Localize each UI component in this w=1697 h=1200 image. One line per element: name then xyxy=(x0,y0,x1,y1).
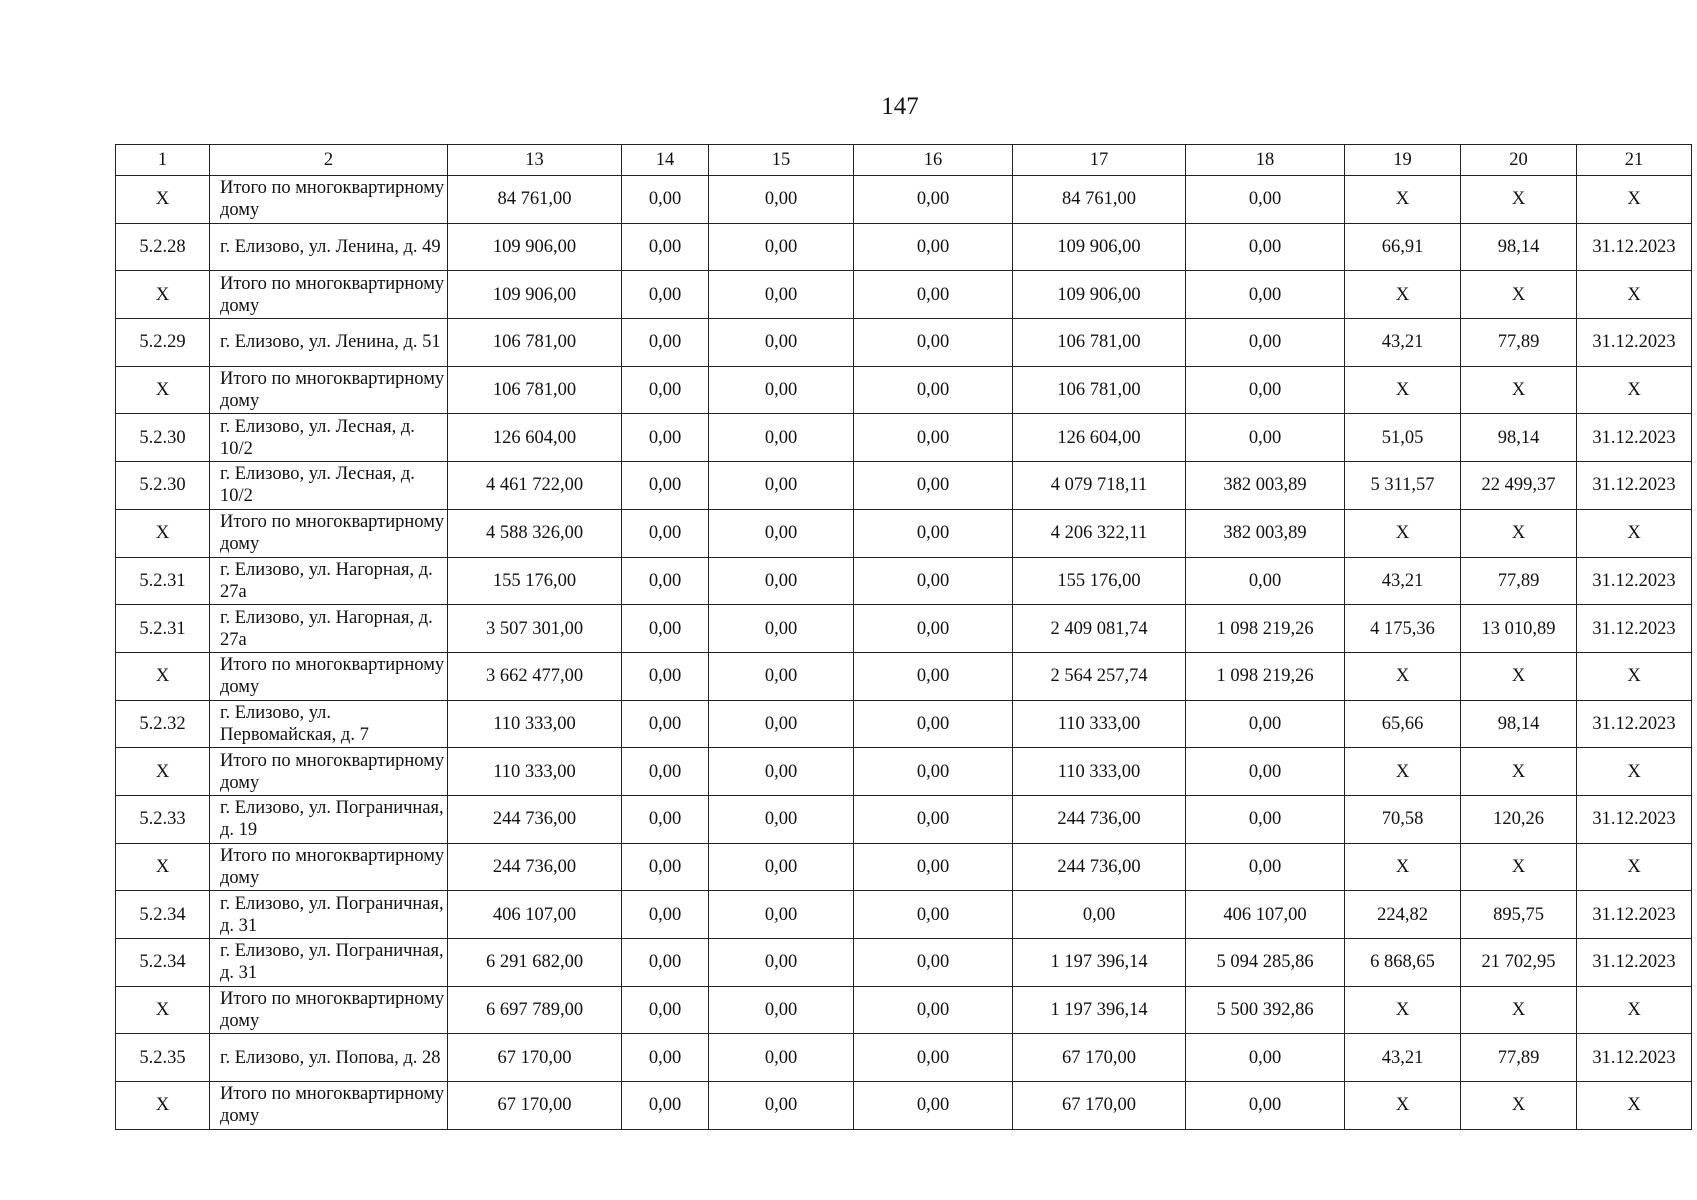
cell-col-18: 0,00 xyxy=(1186,557,1345,605)
cell-item-number: 5.2.35 xyxy=(116,1034,210,1082)
cell-col-18: 0,00 xyxy=(1186,795,1345,843)
cell-item-number: 5.2.34 xyxy=(116,891,210,939)
cell-col-18: 382 003,89 xyxy=(1186,462,1345,510)
cell-col-21: 31.12.2023 xyxy=(1577,557,1692,605)
cell-col-21: 31.12.2023 xyxy=(1577,1034,1692,1082)
cell-address: Итого по многоквартирному дому xyxy=(210,652,448,700)
cell-col-14: 0,00 xyxy=(622,1034,709,1082)
cell-col-20: 77,89 xyxy=(1461,557,1577,605)
cell-col-19: Х xyxy=(1345,366,1461,414)
table-row xyxy=(116,557,1692,605)
cell-col-19: 6 868,65 xyxy=(1345,939,1461,987)
cell-col-14: 0,00 xyxy=(622,319,709,367)
cell-col-21: 31.12.2023 xyxy=(1577,223,1692,271)
cell-col-14: 0,00 xyxy=(622,986,709,1034)
cell-col-20: Х xyxy=(1461,176,1577,224)
cell-col-20: 98,14 xyxy=(1461,223,1577,271)
cell-col-15: 0,00 xyxy=(709,986,854,1034)
cell-col-13: 6 291 682,00 xyxy=(448,939,622,987)
table-row xyxy=(116,939,1692,987)
cell-col-18: 0,00 xyxy=(1186,223,1345,271)
cell-item-number: 5.2.31 xyxy=(116,605,210,653)
cell-col-13: 4 588 326,00 xyxy=(448,509,622,557)
cell-col-15: 0,00 xyxy=(709,748,854,796)
cell-col-17: 67 170,00 xyxy=(1013,1034,1186,1082)
cell-col-13: 109 906,00 xyxy=(448,271,622,319)
cell-col-19: Х xyxy=(1345,176,1461,224)
cell-col-18: 0,00 xyxy=(1186,1034,1345,1082)
cell-col-18: 0,00 xyxy=(1186,700,1345,748)
cell-col-13: 6 697 789,00 xyxy=(448,986,622,1034)
cell-col-21: 31.12.2023 xyxy=(1577,414,1692,462)
cell-col-13: 106 781,00 xyxy=(448,319,622,367)
cell-col-19: 65,66 xyxy=(1345,700,1461,748)
cell-col-19: 43,21 xyxy=(1345,319,1461,367)
cell-col-21: Х xyxy=(1577,271,1692,319)
cell-col-20: 77,89 xyxy=(1461,1034,1577,1082)
table-row xyxy=(116,986,1692,1034)
cell-col-14: 0,00 xyxy=(622,795,709,843)
cell-address: г. Елизово, ул. Пограничная, д. 19 xyxy=(210,795,448,843)
cell-col-13: 109 906,00 xyxy=(448,223,622,271)
cell-col-15: 0,00 xyxy=(709,414,854,462)
cell-address: г. Елизово, ул. Нагорная, д. 27а xyxy=(210,605,448,653)
cell-col-13: 155 176,00 xyxy=(448,557,622,605)
cell-col-14: 0,00 xyxy=(622,652,709,700)
column-header: 1 xyxy=(116,145,210,176)
cell-col-20: Х xyxy=(1461,1082,1577,1130)
cell-col-13: 110 333,00 xyxy=(448,748,622,796)
cell-col-15: 0,00 xyxy=(709,1034,854,1082)
column-header: 16 xyxy=(854,145,1013,176)
cell-col-16: 0,00 xyxy=(854,319,1013,367)
table-body xyxy=(116,145,1692,1130)
cell-col-19: Х xyxy=(1345,986,1461,1034)
cell-col-20: Х xyxy=(1461,652,1577,700)
cell-col-20: 77,89 xyxy=(1461,319,1577,367)
cell-address: г. Елизово, ул. Ленина, д. 51 xyxy=(210,319,448,367)
cell-item-number: 5.2.32 xyxy=(116,700,210,748)
header-row xyxy=(116,145,1692,176)
table-row xyxy=(116,176,1692,224)
cell-col-15: 0,00 xyxy=(709,795,854,843)
cell-col-14: 0,00 xyxy=(622,700,709,748)
cell-item-number: Х xyxy=(116,843,210,891)
cell-col-18: 0,00 xyxy=(1186,319,1345,367)
cell-address: Итого по многоквартирному дому xyxy=(210,748,448,796)
cell-col-20: 98,14 xyxy=(1461,700,1577,748)
cell-col-18: 0,00 xyxy=(1186,1082,1345,1130)
cell-item-number: 5.2.31 xyxy=(116,557,210,605)
cell-col-14: 0,00 xyxy=(622,605,709,653)
cell-item-number: 5.2.34 xyxy=(116,939,210,987)
column-header: 21 xyxy=(1577,145,1692,176)
cell-col-13: 110 333,00 xyxy=(448,700,622,748)
column-header: 2 xyxy=(210,145,448,176)
cell-col-19: 224,82 xyxy=(1345,891,1461,939)
cell-col-19: Х xyxy=(1345,843,1461,891)
cell-col-16: 0,00 xyxy=(854,271,1013,319)
column-header: 15 xyxy=(709,145,854,176)
cell-col-21: Х xyxy=(1577,843,1692,891)
cell-col-16: 0,00 xyxy=(854,1082,1013,1130)
cell-col-19: 43,21 xyxy=(1345,557,1461,605)
cell-col-18: 5 500 392,86 xyxy=(1186,986,1345,1034)
table-row xyxy=(116,748,1692,796)
cell-col-17: 110 333,00 xyxy=(1013,748,1186,796)
cell-col-20: 895,75 xyxy=(1461,891,1577,939)
cell-item-number: Х xyxy=(116,176,210,224)
cell-col-17: 84 761,00 xyxy=(1013,176,1186,224)
cell-col-18: 1 098 219,26 xyxy=(1186,605,1345,653)
cell-address: г. Елизово, ул. Лесная, д. 10/2 xyxy=(210,414,448,462)
cell-col-20: 21 702,95 xyxy=(1461,939,1577,987)
cell-col-16: 0,00 xyxy=(854,700,1013,748)
cell-col-21: 31.12.2023 xyxy=(1577,700,1692,748)
cell-col-14: 0,00 xyxy=(622,843,709,891)
cell-col-16: 0,00 xyxy=(854,176,1013,224)
cell-col-15: 0,00 xyxy=(709,891,854,939)
cell-col-14: 0,00 xyxy=(622,509,709,557)
cell-col-20: 120,26 xyxy=(1461,795,1577,843)
cell-col-17: 2 564 257,74 xyxy=(1013,652,1186,700)
page-number: 147 xyxy=(881,93,919,120)
cell-col-16: 0,00 xyxy=(854,557,1013,605)
cell-col-21: Х xyxy=(1577,652,1692,700)
cell-item-number: Х xyxy=(116,748,210,796)
cell-col-19: Х xyxy=(1345,652,1461,700)
cell-col-16: 0,00 xyxy=(854,795,1013,843)
cell-col-21: 31.12.2023 xyxy=(1577,795,1692,843)
cell-col-15: 0,00 xyxy=(709,223,854,271)
cell-address: Итого по многоквартирному дому xyxy=(210,366,448,414)
cell-col-20: Х xyxy=(1461,271,1577,319)
cell-col-16: 0,00 xyxy=(854,414,1013,462)
cell-col-15: 0,00 xyxy=(709,366,854,414)
table-row xyxy=(116,366,1692,414)
cell-col-19: Х xyxy=(1345,748,1461,796)
cell-col-13: 67 170,00 xyxy=(448,1034,622,1082)
cell-col-17: 126 604,00 xyxy=(1013,414,1186,462)
cell-col-18: 0,00 xyxy=(1186,176,1345,224)
cell-item-number: Х xyxy=(116,652,210,700)
cell-col-15: 0,00 xyxy=(709,652,854,700)
cell-col-19: 43,21 xyxy=(1345,1034,1461,1082)
cell-col-20: Х xyxy=(1461,748,1577,796)
cell-col-18: 0,00 xyxy=(1186,271,1345,319)
column-header: 17 xyxy=(1013,145,1186,176)
cell-item-number: Х xyxy=(116,986,210,1034)
column-header: 14 xyxy=(622,145,709,176)
table-row xyxy=(116,509,1692,557)
cell-col-14: 0,00 xyxy=(622,557,709,605)
table-row xyxy=(116,652,1692,700)
cell-col-15: 0,00 xyxy=(709,700,854,748)
cell-col-17: 109 906,00 xyxy=(1013,271,1186,319)
cell-col-17: 4 206 322,11 xyxy=(1013,509,1186,557)
column-header: 20 xyxy=(1461,145,1577,176)
cell-col-15: 0,00 xyxy=(709,1082,854,1130)
cell-col-14: 0,00 xyxy=(622,939,709,987)
cell-col-21: Х xyxy=(1577,509,1692,557)
cell-col-14: 0,00 xyxy=(622,176,709,224)
cell-col-19: 5 311,57 xyxy=(1345,462,1461,510)
cell-item-number: 5.2.30 xyxy=(116,462,210,510)
data-table xyxy=(115,144,1692,1130)
table-row xyxy=(116,319,1692,367)
cell-col-19: 4 175,36 xyxy=(1345,605,1461,653)
cell-col-14: 0,00 xyxy=(622,891,709,939)
cell-item-number: Х xyxy=(116,1082,210,1130)
cell-col-17: 1 197 396,14 xyxy=(1013,986,1186,1034)
table-row xyxy=(116,605,1692,653)
cell-col-21: Х xyxy=(1577,176,1692,224)
cell-col-21: 31.12.2023 xyxy=(1577,939,1692,987)
cell-col-21: Х xyxy=(1577,986,1692,1034)
table-row xyxy=(116,891,1692,939)
cell-col-17: 4 079 718,11 xyxy=(1013,462,1186,510)
cell-col-14: 0,00 xyxy=(622,1082,709,1130)
cell-col-18: 382 003,89 xyxy=(1186,509,1345,557)
cell-col-18: 0,00 xyxy=(1186,748,1345,796)
cell-col-17: 244 736,00 xyxy=(1013,843,1186,891)
cell-address: г. Елизово, ул. Нагорная, д. 27а xyxy=(210,557,448,605)
cell-item-number: Х xyxy=(116,271,210,319)
table-row xyxy=(116,223,1692,271)
cell-col-17: 109 906,00 xyxy=(1013,223,1186,271)
cell-col-13: 126 604,00 xyxy=(448,414,622,462)
cell-col-21: Х xyxy=(1577,1082,1692,1130)
cell-col-14: 0,00 xyxy=(622,748,709,796)
cell-col-20: 13 010,89 xyxy=(1461,605,1577,653)
cell-col-19: 51,05 xyxy=(1345,414,1461,462)
cell-address: г. Елизово, ул. Пограничная, д. 31 xyxy=(210,939,448,987)
column-header: 19 xyxy=(1345,145,1461,176)
cell-col-14: 0,00 xyxy=(622,414,709,462)
cell-col-19: Х xyxy=(1345,509,1461,557)
cell-col-13: 244 736,00 xyxy=(448,795,622,843)
cell-address: Итого по многоквартирному дому xyxy=(210,509,448,557)
cell-col-13: 3 507 301,00 xyxy=(448,605,622,653)
table-row xyxy=(116,462,1692,510)
cell-address: Итого по многоквартирному дому xyxy=(210,271,448,319)
cell-col-13: 84 761,00 xyxy=(448,176,622,224)
cell-address: Итого по многоквартирному дому xyxy=(210,176,448,224)
cell-col-17: 0,00 xyxy=(1013,891,1186,939)
cell-col-19: 70,58 xyxy=(1345,795,1461,843)
column-header: 18 xyxy=(1186,145,1345,176)
cell-col-20: Х xyxy=(1461,366,1577,414)
table-row xyxy=(116,843,1692,891)
cell-col-21: Х xyxy=(1577,366,1692,414)
cell-col-17: 106 781,00 xyxy=(1013,366,1186,414)
cell-col-16: 0,00 xyxy=(854,891,1013,939)
cell-address: г. Елизово, ул. Лесная, д. 10/2 xyxy=(210,462,448,510)
cell-col-21: 31.12.2023 xyxy=(1577,319,1692,367)
cell-col-15: 0,00 xyxy=(709,509,854,557)
table-row xyxy=(116,414,1692,462)
cell-item-number: Х xyxy=(116,509,210,557)
cell-item-number: 5.2.33 xyxy=(116,795,210,843)
cell-col-15: 0,00 xyxy=(709,605,854,653)
cell-col-16: 0,00 xyxy=(854,462,1013,510)
cell-col-21: 31.12.2023 xyxy=(1577,462,1692,510)
cell-address: Итого по многоквартирному дому xyxy=(210,843,448,891)
table-row xyxy=(116,795,1692,843)
cell-col-16: 0,00 xyxy=(854,223,1013,271)
cell-col-14: 0,00 xyxy=(622,366,709,414)
cell-col-17: 67 170,00 xyxy=(1013,1082,1186,1130)
cell-col-13: 406 107,00 xyxy=(448,891,622,939)
cell-col-16: 0,00 xyxy=(854,939,1013,987)
cell-col-16: 0,00 xyxy=(854,986,1013,1034)
cell-col-16: 0,00 xyxy=(854,843,1013,891)
cell-col-18: 1 098 219,26 xyxy=(1186,652,1345,700)
cell-col-14: 0,00 xyxy=(622,462,709,510)
cell-col-21: 31.12.2023 xyxy=(1577,605,1692,653)
cell-col-15: 0,00 xyxy=(709,557,854,605)
cell-col-20: 22 499,37 xyxy=(1461,462,1577,510)
cell-col-21: 31.12.2023 xyxy=(1577,891,1692,939)
cell-col-16: 0,00 xyxy=(854,366,1013,414)
cell-col-15: 0,00 xyxy=(709,462,854,510)
table-row xyxy=(116,1034,1692,1082)
cell-item-number: 5.2.30 xyxy=(116,414,210,462)
cell-col-16: 0,00 xyxy=(854,605,1013,653)
cell-col-18: 0,00 xyxy=(1186,843,1345,891)
cell-col-18: 5 094 285,86 xyxy=(1186,939,1345,987)
cell-item-number: 5.2.29 xyxy=(116,319,210,367)
table-row xyxy=(116,1082,1692,1130)
cell-col-16: 0,00 xyxy=(854,509,1013,557)
column-header: 13 xyxy=(448,145,622,176)
cell-col-18: 0,00 xyxy=(1186,414,1345,462)
cell-col-15: 0,00 xyxy=(709,176,854,224)
cell-col-20: Х xyxy=(1461,986,1577,1034)
cell-col-18: 0,00 xyxy=(1186,366,1345,414)
cell-item-number: Х xyxy=(116,366,210,414)
cell-col-17: 155 176,00 xyxy=(1013,557,1186,605)
cell-col-16: 0,00 xyxy=(854,748,1013,796)
cell-col-13: 67 170,00 xyxy=(448,1082,622,1130)
cell-item-number: 5.2.28 xyxy=(116,223,210,271)
cell-col-13: 244 736,00 xyxy=(448,843,622,891)
cell-address: г. Елизово, ул. Первомайская, д. 7 xyxy=(210,700,448,748)
cell-col-21: Х xyxy=(1577,748,1692,796)
cell-col-14: 0,00 xyxy=(622,271,709,319)
table-row xyxy=(116,271,1692,319)
cell-col-20: Х xyxy=(1461,843,1577,891)
cell-col-19: 66,91 xyxy=(1345,223,1461,271)
cell-col-20: 98,14 xyxy=(1461,414,1577,462)
cell-col-15: 0,00 xyxy=(709,319,854,367)
cell-address: Итого по многоквартирному дому xyxy=(210,986,448,1034)
cell-col-15: 0,00 xyxy=(709,271,854,319)
cell-col-13: 3 662 477,00 xyxy=(448,652,622,700)
cell-col-19: Х xyxy=(1345,1082,1461,1130)
cell-col-17: 2 409 081,74 xyxy=(1013,605,1186,653)
cell-address: Итого по многоквартирному дому xyxy=(210,1082,448,1130)
cell-col-13: 4 461 722,00 xyxy=(448,462,622,510)
cell-col-13: 106 781,00 xyxy=(448,366,622,414)
cell-col-16: 0,00 xyxy=(854,652,1013,700)
cell-address: г. Елизово, ул. Попова, д. 28 xyxy=(210,1034,448,1082)
cell-col-17: 110 333,00 xyxy=(1013,700,1186,748)
cell-col-19: Х xyxy=(1345,271,1461,319)
cell-address: г. Елизово, ул. Ленина, д. 49 xyxy=(210,223,448,271)
cell-col-17: 106 781,00 xyxy=(1013,319,1186,367)
cell-col-15: 0,00 xyxy=(709,939,854,987)
table-row xyxy=(116,700,1692,748)
cell-address: г. Елизово, ул. Пограничная, д. 31 xyxy=(210,891,448,939)
cell-col-15: 0,00 xyxy=(709,843,854,891)
cell-col-20: Х xyxy=(1461,509,1577,557)
cell-col-16: 0,00 xyxy=(854,1034,1013,1082)
cell-col-14: 0,00 xyxy=(622,223,709,271)
cell-col-18: 406 107,00 xyxy=(1186,891,1345,939)
cell-col-17: 1 197 396,14 xyxy=(1013,939,1186,987)
cell-col-17: 244 736,00 xyxy=(1013,795,1186,843)
